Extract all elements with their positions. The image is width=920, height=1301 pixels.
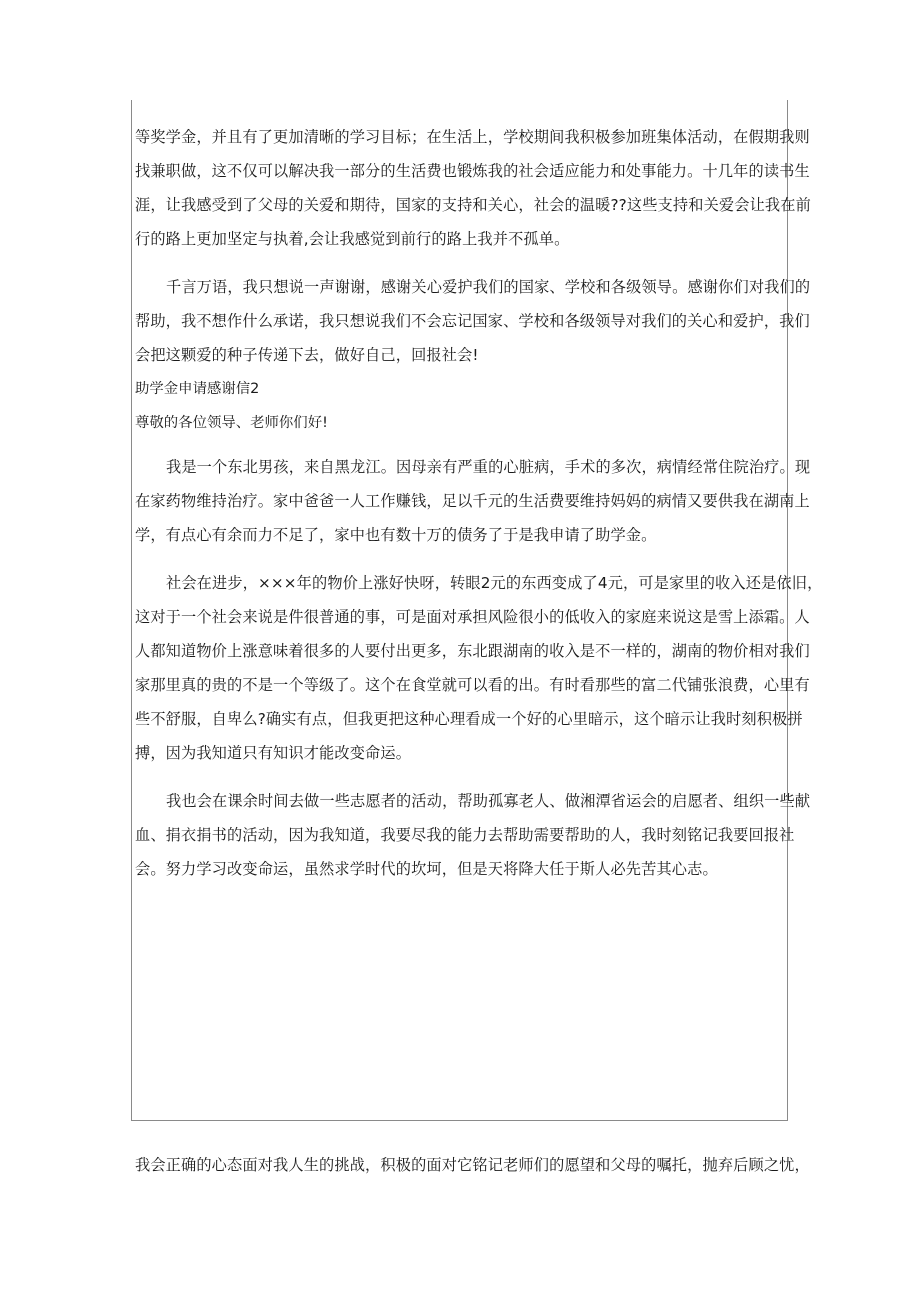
text-line: 会。努力学习改变命运，虽然求学时代的坎坷，但是天将降大任于斯人必先苦其心志。 bbox=[135, 860, 718, 878]
letter-greeting: 尊敬的各位领导、老师你们好! bbox=[135, 415, 328, 431]
text-line: 人都知道物价上涨意味着很多的人要付出更多，东北跟湖南的收入是不一样的，湖南的物价相对我们 bbox=[135, 642, 810, 660]
text-line: 这对于一个社会来说是件很普通的事，可是面对承担风险很小的低收入的家庭来说这是雪上添霜。人 bbox=[135, 608, 810, 626]
text-line: 在家药物维持治疗。家中爸爸一人工作赚钱，足以千元的生活费要维持妈妈的病情又要供我在湖南上 bbox=[135, 492, 810, 510]
document-body bbox=[135, 120, 823, 886]
text-line: 搏，因为我知道只有知识才能改变命运。 bbox=[135, 744, 412, 762]
paragraph-4 bbox=[135, 566, 823, 770]
text-line: 千言万语，我只想说一声谢谢，感谢关心爱护我们的国家、学校和各级领导。感谢你们对我们的 bbox=[166, 278, 811, 296]
text-line: 我也会在课余时间去做一些志愿者的活动，帮助孤寡老人、做湘潭省运会的启愿者、组织一些献 bbox=[166, 792, 811, 810]
text-line: 学，有点心有余而力不足了，家中也有数十万的债务了于是我申请了助学金。 bbox=[135, 526, 657, 544]
text-line: 家那里真的贵的不是一个等级了。这个在食堂就可以看的出。有时看那些的富二代铺张浪费，心里有 bbox=[135, 676, 810, 694]
text-line: 帮助，我不想作什么承诺，我只想说我们不会忘记国家、学校和各级领导对我们的关心和爱护，我们 bbox=[135, 312, 810, 330]
text-line: 行的路上更加坚定与执着,会让我感觉到前行的路上我并不孤单。 bbox=[135, 230, 570, 248]
paragraph-3 bbox=[135, 450, 811, 552]
text-line: 找兼职做，这不仅可以解决我一部分的生活费也锻炼我的社会适应能力和处事能力。十几年的读书生 bbox=[135, 162, 810, 180]
paragraph-2 bbox=[135, 270, 811, 372]
paragraph-5 bbox=[135, 784, 811, 886]
paragraph-1 bbox=[135, 120, 811, 256]
text-line: 社会在进步，×××年的物价上涨好快呀，转眼2元的东西变成了4元，可是家里的收入还是依旧， bbox=[166, 574, 823, 592]
letter-title: 助学金申请感谢信2 bbox=[135, 381, 260, 397]
text-line: 等奖学金，并且有了更加清晰的学习目标；在生活上，学校期间我积极参加班集体活动，在假期我则 bbox=[135, 128, 810, 146]
text-line: 些不舒服，自卑么?确实有点，但我更把这种心理看成一个好的心里暗示，这个暗示让我时刻积极拼 bbox=[135, 710, 803, 728]
paragraph-6 bbox=[135, 1148, 810, 1182]
text-line: 血、捐衣捐书的活动，因为我知道，我要尽我的能力去帮助需要帮助的人，我时刻铭记我要回报社 bbox=[135, 826, 795, 844]
text-line: 我是一个东北男孩，来自黑龙江。因母亲有严重的心脏病，手术的多次，病情经常住院治疗。现 bbox=[166, 458, 811, 476]
text-line: 涯，让我感受到了父母的关爱和期待，国家的支持和关心，社会的温暖??这些支持和关爱会让我在前 bbox=[135, 196, 811, 214]
text-line: 我会正确的心态面对我人生的挑战，积极的面对它铭记老师们的愿望和父母的嘱托，抛弃后顾之忧， bbox=[135, 1156, 810, 1174]
text-line: 会把这颗爱的种子传递下去，做好自己，回报社会! bbox=[135, 346, 479, 364]
